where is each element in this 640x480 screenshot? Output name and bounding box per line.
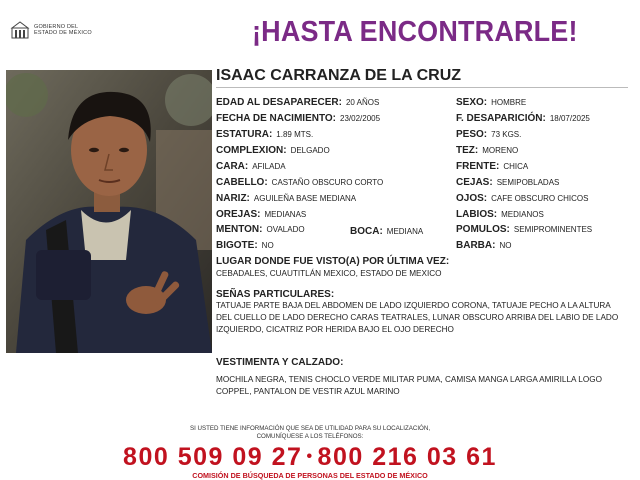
person-name: ISAAC CARRANZA DE LA CRUZ: [216, 67, 462, 84]
field-value: 73 KGS.: [491, 130, 522, 139]
logo-line-2: ESTADO DE MÉXICO: [34, 30, 92, 36]
field-birthdate: [216, 111, 380, 125]
field-hair: [216, 175, 383, 189]
field-weight: [456, 127, 521, 141]
field-value: NO: [499, 241, 512, 250]
field-skin: [456, 143, 518, 157]
field-label: BIGOTE:: [216, 240, 258, 251]
field-disappearance-date: [456, 111, 590, 125]
field-mustache: [216, 238, 274, 252]
field-value: 23/02/2005: [340, 114, 381, 123]
field-label: MENTON:: [216, 224, 263, 235]
field-ears: [216, 207, 306, 221]
marks-text: TATUAJE PARTE BAJA DEL ABDOMEN DE LADO IZQUIERDO CORONA, TATUAJE PECHO A LA ALTURA DEL CUELLO DE LADO DERECHO CARAS TEATRALES, LUNAR OBSCURO ARRIBA DEL LABIO DE LADO IZQUIERDO, CICATRIZ POR HERIDA BAJO EL OJO DERECHO: [216, 301, 619, 334]
phone-number-1[interactable]: 800 509 09 27: [123, 443, 303, 471]
field-label: PESO:: [456, 129, 488, 140]
field-value: OVALADO: [266, 225, 305, 234]
name-divider: [216, 87, 628, 88]
field-value: CASTAÑO OBSCURO CORTO: [271, 178, 384, 187]
field-label: CABELLO:: [216, 177, 268, 188]
field-value: 1.89 MTS.: [276, 130, 314, 139]
government-logo: [10, 20, 92, 40]
field-age: [216, 95, 379, 109]
field-build: [216, 143, 330, 157]
field-height: [216, 127, 313, 141]
field-label: OREJAS:: [216, 209, 261, 220]
last-seen-text: CEBADALES, CUAUTITLÁN MEXICO, ESTADO DE MEXICO: [216, 269, 442, 278]
field-label: NARIZ:: [216, 193, 250, 204]
phone-numbers: [0, 443, 620, 472]
field-label: ESTATURA:: [216, 129, 273, 140]
field-value: MEDIANA: [386, 227, 424, 236]
field-value: AGUILEÑA BASE MEDIANA: [253, 194, 357, 203]
field-value: SEMIPOBLADAS: [496, 178, 560, 187]
clothing-title: VESTIMENTA Y CALZADO:: [216, 357, 344, 368]
field-label: FECHA DE NACIMIENTO:: [216, 113, 336, 124]
field-value: SEMIPROMINENTES: [513, 225, 593, 234]
field-value: MORENO: [482, 146, 519, 155]
field-value: 18/07/2025: [549, 114, 590, 123]
field-label: CARA:: [216, 161, 249, 172]
field-value: MEDIANOS: [501, 210, 544, 219]
field-label: POMULOS:: [456, 224, 510, 235]
field-label: LABIOS:: [456, 209, 498, 220]
clothing-text: MOCHILA NEGRA, TENIS CHOCLO VERDE MILITAR PUMA, CAMISA MANGA LARGA AMIRILLA LOGO COPPEL, PANTALON DE VESTIR AZUL MARINO: [216, 375, 602, 396]
field-label: CEJAS:: [456, 177, 493, 188]
field-label: F. DESAPARICIÓN:: [456, 113, 546, 124]
last-seen-title: LUGAR DONDE FUE VISTO(A) POR ÚLTIMA VEZ:: [216, 256, 450, 267]
missing-person-photo: [6, 70, 212, 353]
field-label: BOCA:: [350, 226, 383, 237]
field-chin: [216, 222, 305, 236]
field-label: FRENTE:: [456, 161, 500, 172]
field-forehead: [456, 159, 528, 173]
field-label: COMPLEXION:: [216, 145, 287, 156]
field-label: SEXO:: [456, 97, 488, 108]
phone-number-2[interactable]: 800 216 03 61: [317, 443, 497, 471]
field-label: TEZ:: [456, 145, 479, 156]
info-request-note: [0, 425, 620, 441]
page-headline: ¡HASTA ENCONTRARLE!: [252, 16, 578, 48]
commission-name: COMISIÓN DE BÚSQUEDA DE PERSONAS DEL ESTADO DE MÉXICO: [192, 471, 428, 480]
field-sex: [456, 95, 526, 109]
phone-separator: •: [306, 448, 314, 465]
marks-title: SEÑAS PARTICULARES:: [216, 289, 335, 300]
field-value: NO: [261, 241, 274, 250]
field-label: EDAD AL DESAPARECER:: [216, 97, 342, 108]
field-label: BARBA:: [456, 240, 496, 251]
field-eyebrows: [456, 175, 559, 189]
logo-line-1: GOBIERNO DEL: [34, 23, 79, 30]
info-request-line-1: SI USTED TIENE INFORMACIÓN QUE SEA DE UTILIDAD PARA SU LOCALIZACIÓN,: [189, 425, 431, 432]
field-value: CAFE OBSCURO CHICOS: [491, 194, 589, 203]
field-value: DELGADO: [290, 146, 330, 155]
field-beard: [456, 238, 511, 252]
field-value: 20 AÑOS: [345, 98, 380, 107]
field-value: CHICA: [503, 162, 529, 171]
field-mouth: [350, 224, 423, 238]
field-nose: [216, 191, 356, 205]
field-eyes: [456, 191, 588, 205]
info-request-line-2: COMUNÍQUESE A LOS TELÉFONOS:: [256, 433, 364, 440]
state-emblem-icon: [10, 20, 30, 40]
field-cheekbones: [456, 222, 592, 236]
field-value: AFILADA: [252, 162, 286, 171]
field-label: OJOS:: [456, 193, 488, 204]
field-lips: [456, 207, 544, 221]
field-value: HOMBRE: [491, 98, 527, 107]
field-face: [216, 159, 286, 173]
field-value: MEDIANAS: [264, 210, 307, 219]
